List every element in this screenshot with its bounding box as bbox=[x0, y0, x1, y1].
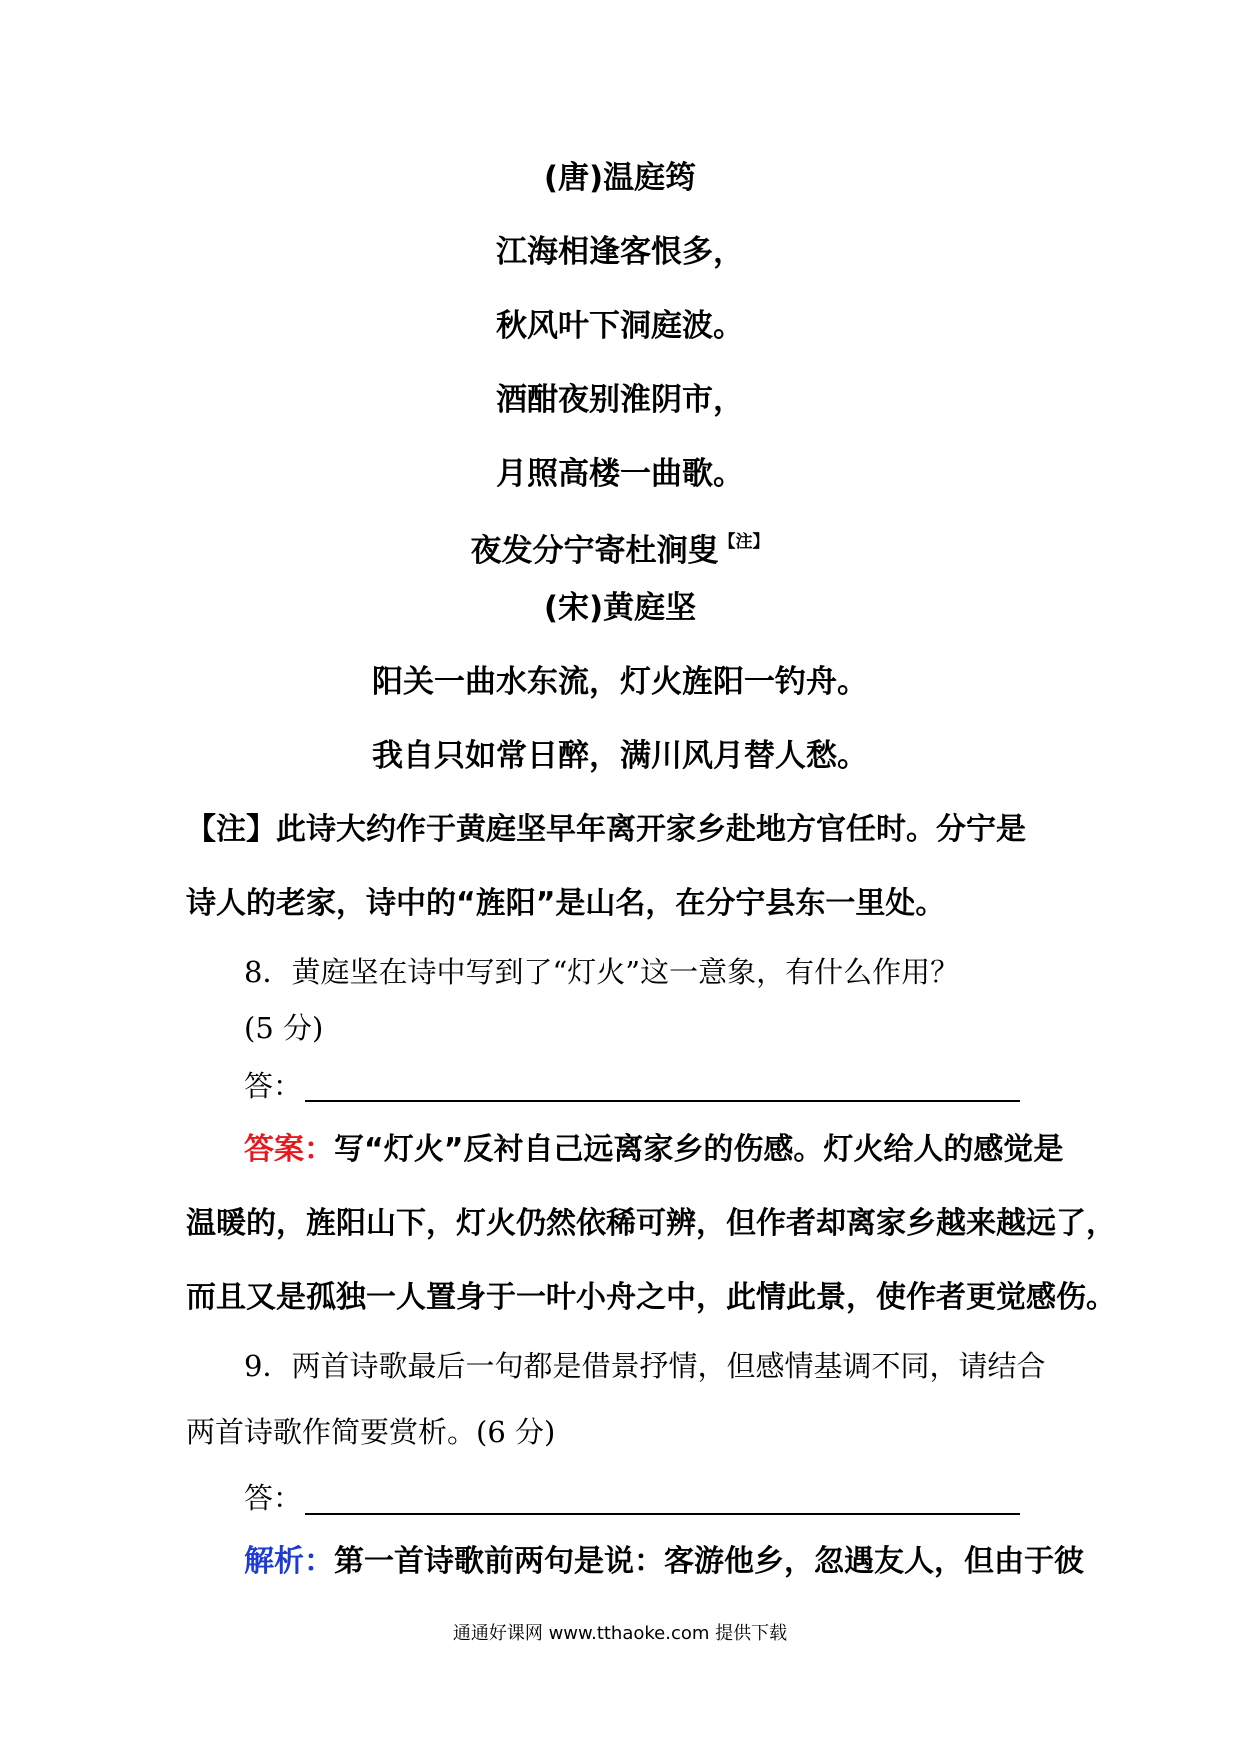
question-9-answer-prompt: 答： bbox=[244, 1481, 303, 1515]
analysis-label: 解析： bbox=[244, 1544, 334, 1579]
answer-label: 答案： bbox=[244, 1132, 334, 1167]
poem2-title bbox=[0, 522, 1240, 571]
poem2-title-note-marker: 【注】 bbox=[718, 532, 770, 552]
poem2-title-text: 夜发分宁寄杜涧叟 bbox=[470, 533, 719, 569]
note-line-2: 诗人的老家，诗中的“旌阳”是山名，在分宁县东一里处。 bbox=[186, 886, 946, 921]
poem1-line-3: 酒酣夜别淮阴市， bbox=[496, 382, 744, 418]
poem2-line-2: 我自只如常日醉，满川风月替人愁。 bbox=[372, 738, 868, 774]
note-line-1: 【注】此诗大约作于黄庭坚早年离开家乡赴地方官任时。分宁是 bbox=[186, 812, 1026, 847]
analysis-text-1: 第一首诗歌前两句是说：客游他乡，忽遇友人，但由于彼 bbox=[334, 1544, 1084, 1579]
question-8-answer-blank[interactable] bbox=[305, 1100, 1020, 1102]
poem1-author: (唐)温庭筠 bbox=[543, 160, 697, 196]
answer-8-line-1 bbox=[186, 1130, 1064, 1170]
poem1-line-4: 月照高楼一曲歌。 bbox=[496, 456, 744, 492]
analysis-line-1 bbox=[186, 1542, 1084, 1582]
page-footer: 通通好课网 www.tthaoke.com 提供下载 bbox=[452, 1623, 788, 1644]
answer-8-line-3: 而且又是孤独一人置身于一叶小舟之中，此情此景，使作者更觉感伤。 bbox=[186, 1280, 1116, 1315]
question-8-line-2: (5 分) bbox=[244, 1011, 324, 1045]
poem2-author: (宋)黄庭坚 bbox=[543, 590, 697, 626]
answer-8-text-1: 写“灯火”反衬自己远离家乡的伤感。灯火给人的感觉是 bbox=[334, 1132, 1064, 1167]
question-8-line-1: 8．黄庭坚在诗中写到了“灯火”这一意象，有什么作用？ bbox=[244, 955, 960, 989]
poem2-line-1: 阳关一曲水东流，灯火旌阳一钓舟。 bbox=[372, 664, 868, 700]
poem1-line-2: 秋风叶下洞庭波。 bbox=[496, 308, 744, 344]
question-9-answer-blank[interactable] bbox=[305, 1513, 1020, 1515]
answer-8-line-2: 温暖的，旌阳山下，灯火仍然依稀可辨，但作者却离家乡越来越远了， bbox=[186, 1206, 1116, 1241]
poem1-line-1: 江海相逢客恨多， bbox=[496, 234, 744, 270]
question-9-line-2: 两首诗歌作简要赏析。(6 分) bbox=[186, 1415, 556, 1449]
question-9-line-1: 9．两首诗歌最后一句都是借景抒情，但感情基调不同，请结合 bbox=[244, 1349, 1046, 1383]
question-8-answer-prompt: 答： bbox=[244, 1069, 303, 1103]
